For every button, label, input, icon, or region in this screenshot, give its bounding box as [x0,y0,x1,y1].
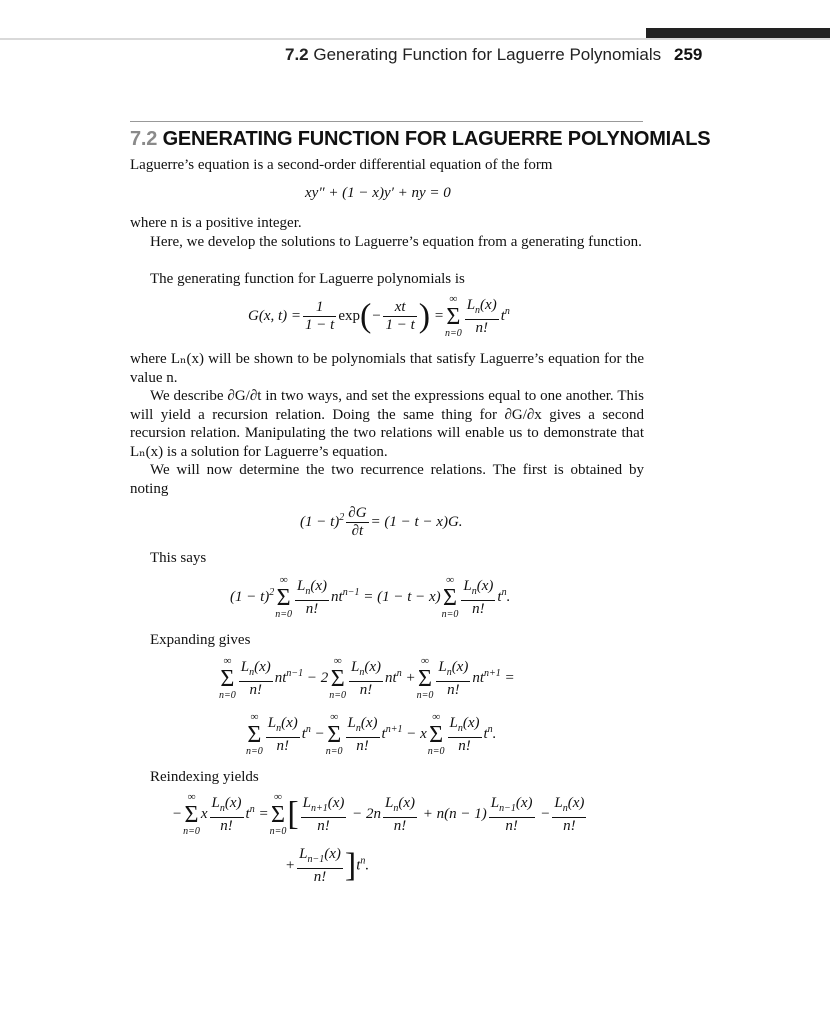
paragraph-this-says: This says [150,550,207,566]
section-rule [130,121,643,122]
equation-generating-function: G(x, t) = $\frac{1}{1 - t}$ exp(− $\frac{xt}{1 - t}$ ) = ∞ Σ n=0 $\frac{L_n(x)}{n!}$ $t^n$ [248,293,510,339]
paragraph-reindexing: Reindexing yields [150,769,259,785]
paragraph-generating: The generating function for Laguerre polynomials is [150,271,465,287]
equation-dgdt-rhs: = (1 − t − x)G. [370,513,463,530]
header-section-title: Generating Function for Laguerre Polynomials [313,45,662,64]
equation-reindexed-line2: + $\frac{L_{n-1}(x)}{n!}$ ]$t^n$. [285,846,370,885]
running-header [285,45,661,65]
equation-series: $(1 - t)^2$ ∞ Σ n=0 $\frac{L_n(x)}{n!}$ $nt^{n-1} = (1 - t - x)$ ∞ Σ n=0 $\frac{L_n(x)}{n!}$ $t^n$. [230,574,511,620]
paragraph-describe: We describe ∂G/∂t in two ways, and set the expressions equal to one another. This will yield a recursion relation. Doing the same thing for ∂G/∂x gives a second recursion relation. Manipulating the two relations will enable us to demonstrate that Lₙ(x) is a solution for Laguerre’s equation. [130,388,644,461]
equation-laguerre: xy″ + (1 − x)y′ + ny = 0 [305,185,451,201]
paragraph-ln-polynomials: where Lₙ(x) will be shown to be polynomials that satisfy Laguerre’s equation for the value n. [130,351,644,386]
section-number: 7.2 [130,128,158,150]
paragraph-intro: Laguerre’s equation is a second-order differential equation of the form [130,157,553,173]
equation-dgdt: $(1 - t)^2$ $\frac{\partial G}{\partial t}$ = (1 − t − x)G. [300,505,463,539]
paragraph-develop: Here, we develop the solutions to Laguerre’s equation from a generating function. [150,234,642,250]
equation-expanded-line2: ∞ Σ n=0 $\frac{L_n(x)}{n!}$ $t^n$ − ∞ Σ n=0 $\frac{L_n(x)}{n!}$ $t^{n+1} - x$ ∞ Σ n=0 $\frac{L_n(x)}{n!}$ $t^n$. [246,711,497,757]
paragraph-recurrence: We will now determine the two recurrence relations. The first is obtained by noting [130,462,644,497]
header-rule [0,38,830,40]
page-number: 259 [674,45,703,64]
paragraph-n-positive: where n is a positive integer. [130,215,302,231]
section-heading [130,128,710,151]
section-title: GENERATING FUNCTION FOR LAGUERRE POLYNOMIALS [162,128,711,150]
paragraph-expanding: Expanding gives [150,632,251,648]
equation-reindexed-line1: − ∞ Σ n=0 x $\frac{L_n(x)}{n!}$ $t^n$ = ∞ Σ n=0 [ $\frac{L_{n+1}(x)}{n!}$ − 2n $\frac{L_n(x)}{n!}$ + n(n − 1) $\frac{L_{n-1}(x)}{n!}$ − $\frac{L_n(x)}{n!}$ [172,791,585,837]
header-section-number: 7.2 [285,45,309,64]
equation-expanded-line1: ∞ Σ n=0 $\frac{L_n(x)}{n!}$ $nt^{n-1} - 2$ ∞ Σ n=0 $\frac{L_n(x)}{n!}$ $nt^n$ + ∞ Σ n=0 $\frac{L_n(x)}{n!}$ $nt^{n+1}$ = [219,655,515,701]
